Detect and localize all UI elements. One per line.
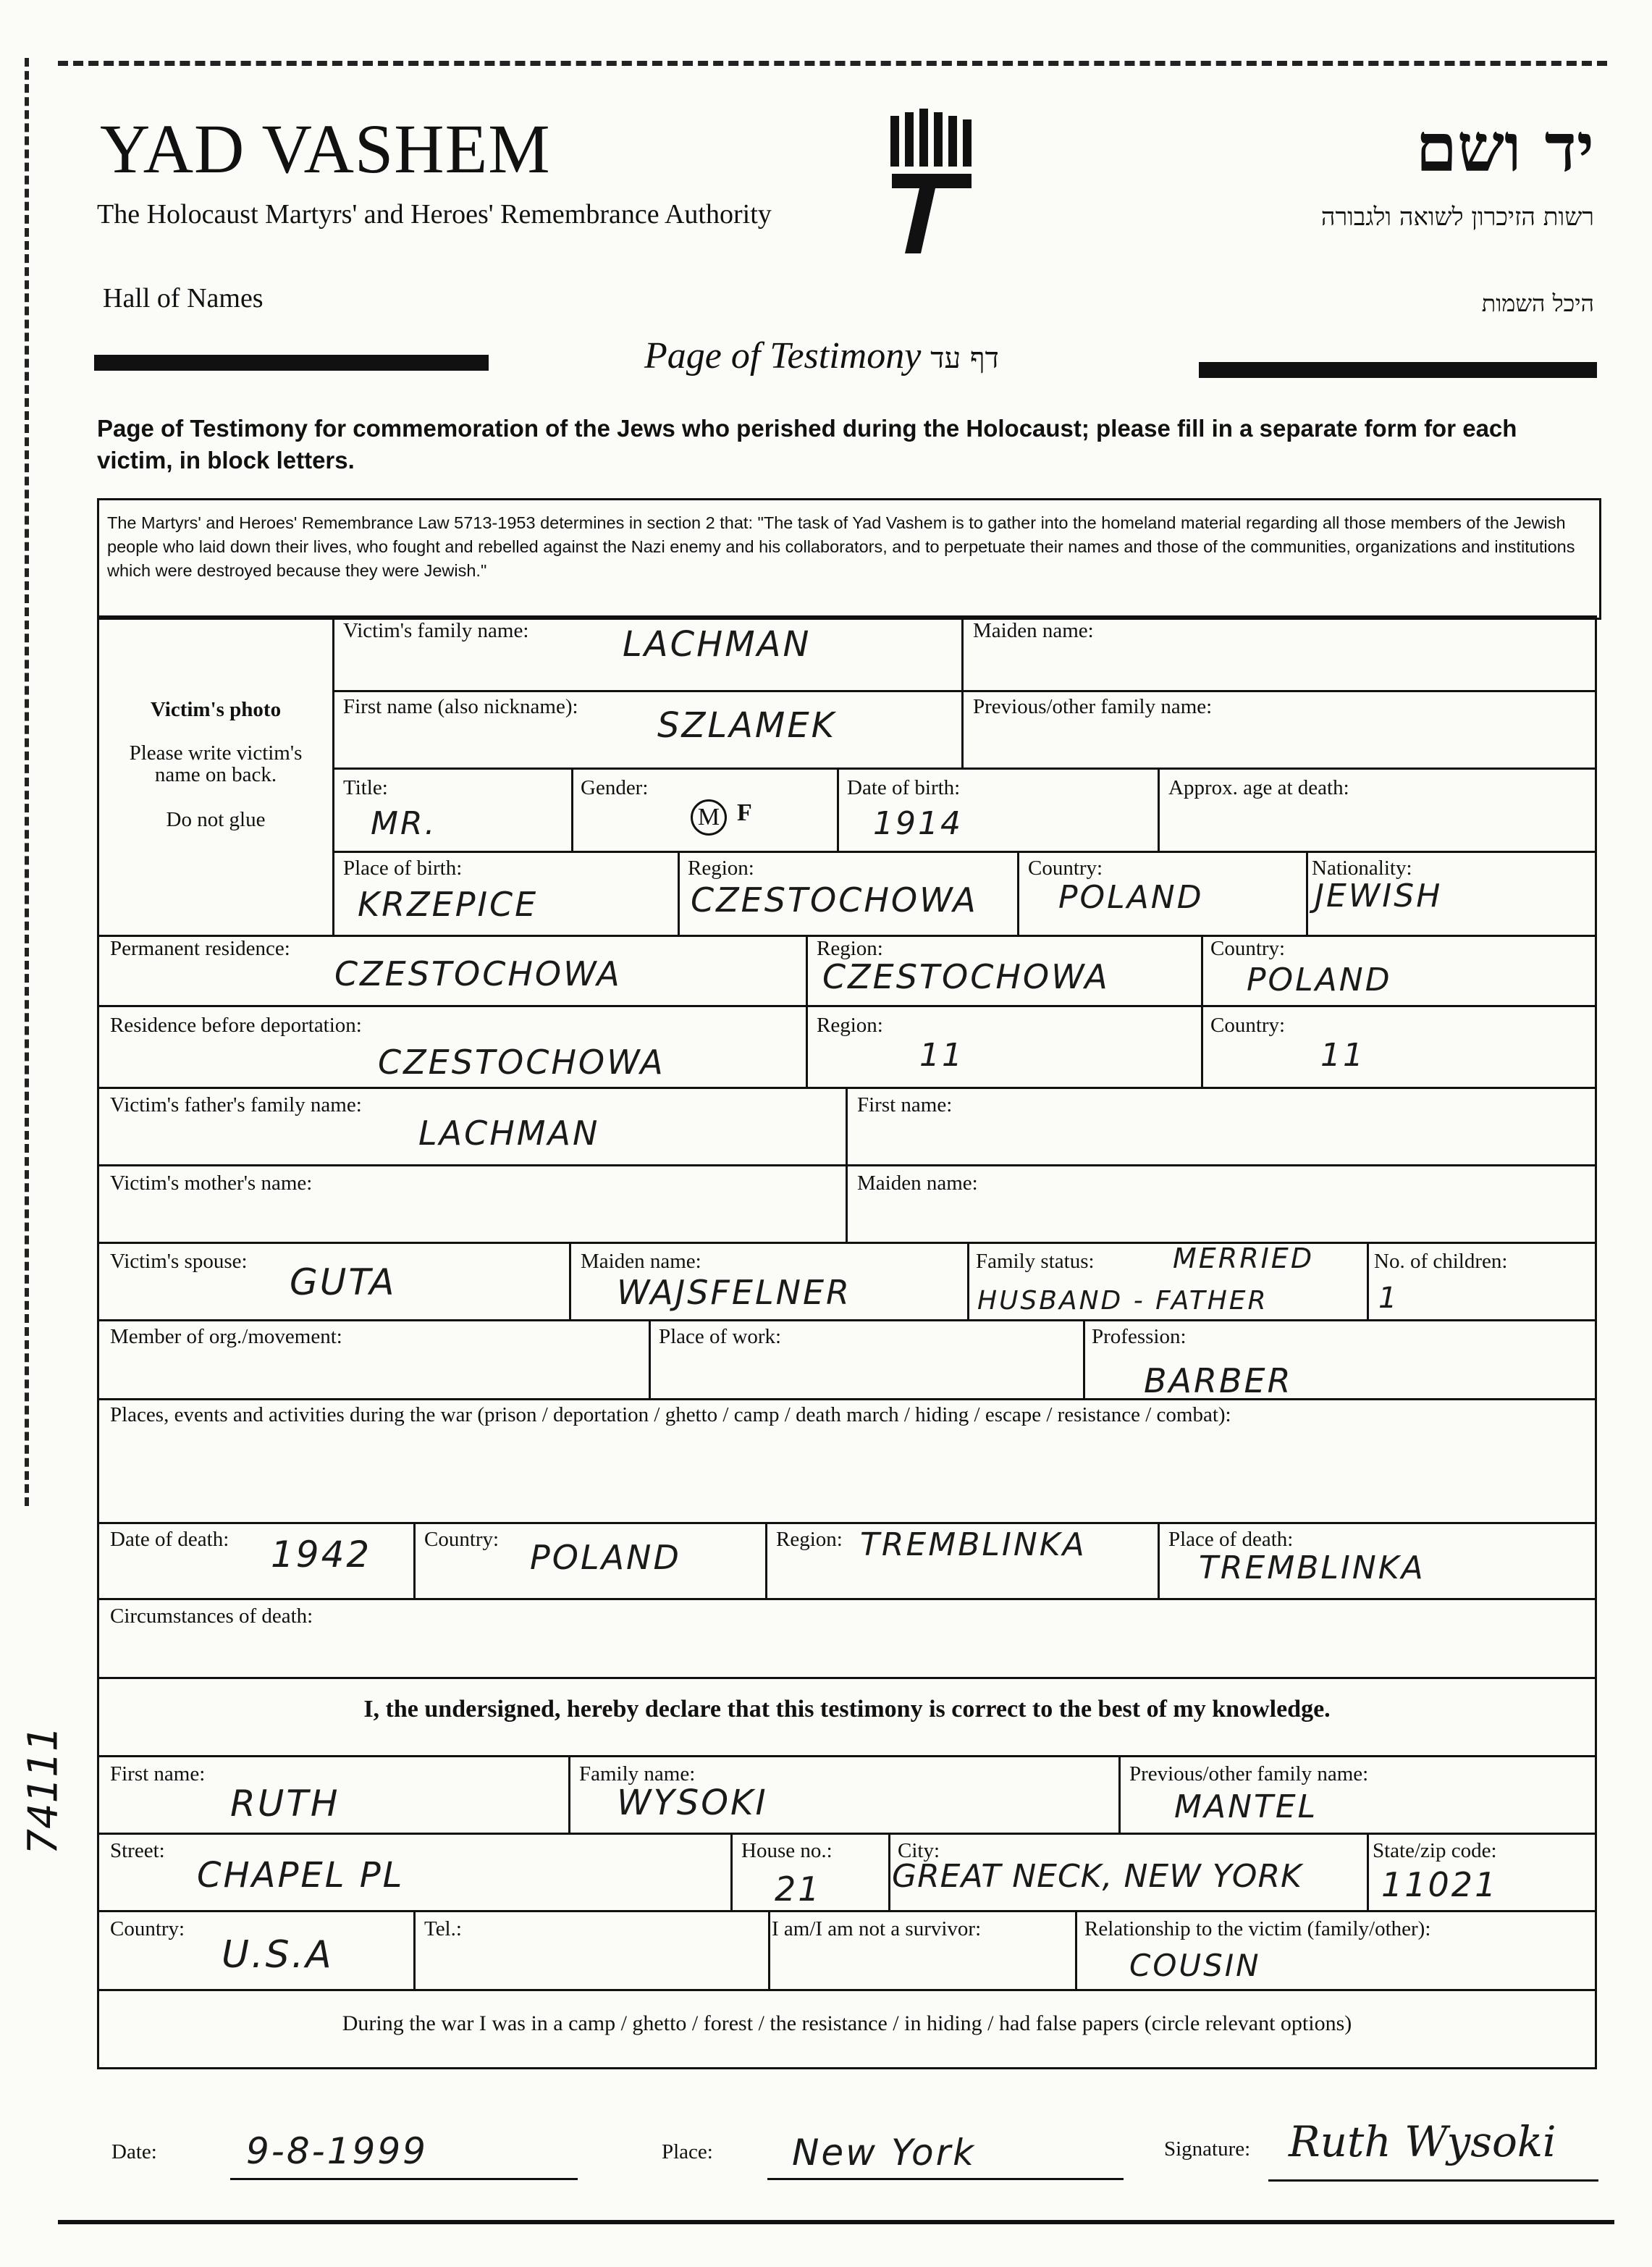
death-region-label: Region: <box>776 1528 843 1551</box>
age-label: Approx. age at death: <box>1168 776 1349 799</box>
profession-value: BARBER <box>1144 1361 1293 1400</box>
yad-vashem-logo-icon <box>885 109 979 268</box>
father-label: Victim's father's family name: <box>110 1093 362 1116</box>
spouse-label: Victim's spouse: <box>110 1250 248 1273</box>
gender-label: Gender: <box>581 776 649 799</box>
death-country-label: Country: <box>424 1528 500 1551</box>
res-region-label: Region: <box>817 1014 883 1037</box>
prev-family-label: Previous/other family name: <box>973 695 1213 718</box>
res-region-value: 11 <box>919 1037 964 1074</box>
signature-line <box>1268 2179 1598 2182</box>
city-value: GREAT NECK, NEW YORK <box>892 1858 1302 1895</box>
dod-value: 1942 <box>271 1534 372 1576</box>
title-label: Title: <box>343 776 388 799</box>
survivor-label: I am/I am not a survivor: <box>772 1917 982 1940</box>
first-name-value: SZLAMEK <box>657 705 837 746</box>
org-subtitle: The Holocaust Martyrs' and Heroes' Remembrance Authority <box>97 199 772 230</box>
father-value: LACHMAN <box>418 1114 600 1153</box>
mother-maiden-label: Maiden name: <box>857 1172 978 1195</box>
pob-label: Place of birth: <box>343 857 463 880</box>
member-label: Member of org./movement: <box>110 1325 342 1348</box>
perm-country-label: Country: <box>1210 937 1286 960</box>
right-header-bar <box>1199 362 1597 378</box>
hebrew-hall: היכל השמות <box>1481 290 1594 317</box>
family-name-value: LACHMAN <box>623 624 812 665</box>
state-zip-label: State/zip code: <box>1373 1839 1497 1862</box>
dob-value: 1914 <box>873 805 963 842</box>
bottom-rule <box>58 2220 1614 2224</box>
nationality-value: JEWISH <box>1315 878 1443 914</box>
top-dashed-border <box>58 61 1607 66</box>
death-place-label: Place of death: <box>1168 1528 1294 1551</box>
perm-res-label: Permanent residence: <box>110 937 290 960</box>
signature-value: Ruth Wysoki <box>1289 2117 1556 2166</box>
perm-region-label: Region: <box>817 937 883 960</box>
place-line <box>767 2178 1124 2180</box>
family-status-label: Family status: <box>976 1250 1095 1273</box>
father-first-field[interactable] <box>846 1087 1597 1166</box>
street-label: Street: <box>110 1839 165 1862</box>
pob-country-value: POLAND <box>1058 879 1204 916</box>
mother-label: Victim's mother's name: <box>110 1172 313 1195</box>
perm-region-value: CZESTOCHOWA <box>822 957 1110 996</box>
submitter-family-label: Family name: <box>579 1762 696 1786</box>
res-before-value: CZESTOCHOWA <box>378 1043 665 1082</box>
children-label: No. of children: <box>1374 1250 1508 1273</box>
pob-value: KRZEPICE <box>358 885 539 924</box>
res-before-label: Residence before deportation: <box>110 1014 362 1037</box>
title-value: MR. <box>371 805 437 842</box>
nationality-label: Nationality: <box>1312 857 1412 880</box>
death-region-value: TREMBLINKA <box>860 1526 1087 1563</box>
street-field[interactable] <box>97 1833 733 1912</box>
hebrew-subtitle: רשות הזיכרון לשואה ולגבורה <box>1320 203 1594 232</box>
res-country-value: 11 <box>1320 1037 1365 1074</box>
perm-country-value: POLAND <box>1247 962 1392 998</box>
submitter-prev-value: MANTEL <box>1174 1788 1318 1825</box>
relationship-label: Relationship to the victim (family/other): <box>1084 1917 1431 1940</box>
page-title: Page of Testimony דף עד <box>644 335 999 377</box>
work-label: Place of work: <box>659 1325 782 1348</box>
pob-country-label: Country: <box>1028 857 1103 880</box>
date-value: 9-8-1999 <box>246 2130 428 2172</box>
maiden-name-label: Maiden name: <box>973 619 1094 642</box>
left-dashed-border <box>25 58 29 1506</box>
date-line <box>230 2178 578 2180</box>
submitter-country-value: U.S.A <box>222 1933 334 1977</box>
gender-m: M <box>691 799 727 836</box>
margin-number: 74111 <box>20 1725 67 1855</box>
hall-of-names: Hall of Names <box>103 283 264 314</box>
war-options-text: During the war I was in a camp / ghetto / forest / the resistance / in hiding / had false papers (circle relevant options) <box>342 2011 1352 2035</box>
state-zip-value: 11021 <box>1381 1865 1499 1904</box>
left-header-bar <box>94 355 489 371</box>
city-label: City: <box>898 1839 940 1862</box>
spouse-maiden-value: WAJSFELNER <box>617 1273 852 1312</box>
place-label: Place: <box>662 2140 713 2163</box>
date-label: Date: <box>111 2140 157 2163</box>
gender-f: F <box>737 799 752 826</box>
law-text: The Martyrs' and Heroes' Remembrance Law 5713-1953 determines in section 2 that: "The task of Yad Vashem is to gather into the homeland material regarding all those members of the Jewish people who laid down their lives, who fought and rebelled against the Nazi enemy and his collaborators, and to perpetuate their names and those of the communities, organizations and institutions which were destroyed because they were Jewish." <box>107 513 1575 580</box>
signature-label: Signature: <box>1164 2137 1251 2161</box>
photo-title: Victim's photo <box>150 698 282 721</box>
house-value: 21 <box>775 1869 822 1909</box>
father-first-label: First name: <box>857 1093 953 1116</box>
relationship-value: COUSIN <box>1129 1948 1261 1983</box>
family-name-label: Victim's family name: <box>343 619 529 642</box>
circumstances-field[interactable] <box>97 1598 1597 1679</box>
photo-note-2: name on back. <box>154 763 277 786</box>
house-label: House no.: <box>741 1839 833 1862</box>
family-status-value-2: HUSBAND - FATHER <box>977 1286 1268 1316</box>
org-title: YAD VASHEM <box>100 110 551 188</box>
dod-label: Date of death: <box>110 1528 229 1551</box>
death-country-value: POLAND <box>530 1538 681 1577</box>
submitter-family-value: WYSOKI <box>617 1783 768 1823</box>
spouse-value: GUTA <box>290 1261 397 1303</box>
profession-label: Profession: <box>1092 1325 1187 1348</box>
circumstances-label: Circumstances of death: <box>110 1604 313 1628</box>
hebrew-title: יד ושם <box>1415 109 1594 187</box>
places-events-label: Places, events and activities during the war (prison / deportation / ghetto / camp / death march / hiding / escape / resistance / combat): <box>110 1403 1231 1426</box>
intro-text: Page of Testimony for commemoration of the Jews who perished during the Holocaust; please fill in a separate form for each victim, in block letters. <box>97 415 1517 474</box>
dob-label: Date of birth: <box>847 776 961 799</box>
pob-region-value: CZESTOCHOWA <box>691 880 978 920</box>
first-name-label: First name (also nickname): <box>343 695 578 718</box>
submitter-prev-label: Previous/other family name: <box>1129 1762 1369 1786</box>
tel-label: Tel.: <box>424 1917 462 1940</box>
submitter-country-label: Country: <box>110 1917 185 1940</box>
photo-note-3: Do not glue <box>166 808 266 831</box>
submitter-first-value: RUTH <box>230 1783 340 1825</box>
tel-field[interactable] <box>413 1910 770 1991</box>
spouse-maiden-label: Maiden name: <box>581 1250 701 1273</box>
family-status-value-1: MERRIED <box>1173 1242 1315 1274</box>
perm-res-value: CZESTOCHOWA <box>334 954 622 993</box>
children-value: 1 <box>1378 1282 1399 1315</box>
declaration-text: I, the undersigned, hereby declare that this testimony is correct to the best of my knowledge. <box>363 1696 1331 1723</box>
submitter-first-label: First name: <box>110 1762 206 1786</box>
street-value: CHAPEL PL <box>197 1855 405 1896</box>
place-value: New York <box>792 2132 977 2174</box>
pob-region-label: Region: <box>688 857 754 880</box>
res-country-label: Country: <box>1210 1014 1286 1037</box>
death-place-value: TREMBLINKA <box>1199 1549 1425 1586</box>
photo-note-1: Please write victim's <box>129 741 303 765</box>
